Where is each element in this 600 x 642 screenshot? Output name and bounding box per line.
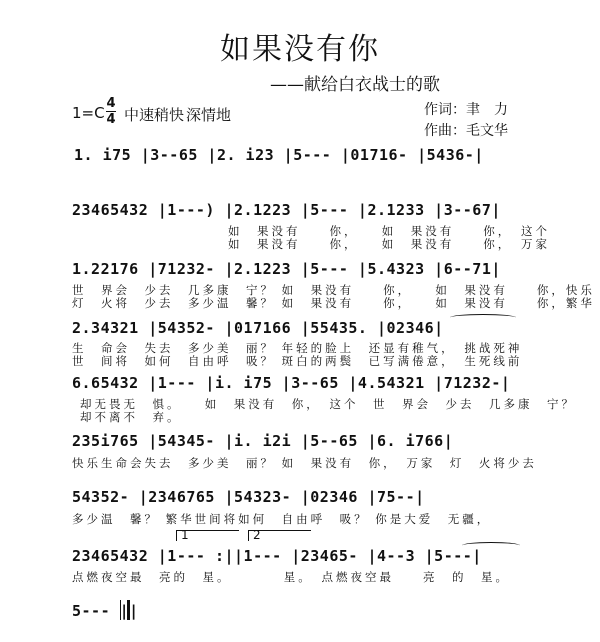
score-line-6: 235i765 |54345- |i. i2i |5--65 |6. i766| [72, 432, 454, 450]
score-line-5: 6.65432 |1--- |i. i75 |3--65 |4.54321 |71232-| [72, 374, 511, 392]
score-line-7: 54352- |2346765 |54323- |02346 |75--| [72, 488, 425, 506]
volta-number-2: 2 [253, 528, 261, 542]
volta-bracket-2 [248, 530, 311, 541]
lyric-line-2b: 如 果没有 你， 如 果没有 你， 万家 [228, 237, 550, 251]
mood-marking: 深情地 [186, 106, 232, 124]
slur-mark [450, 314, 516, 321]
score-line-3: 1.22176 |71232- |2.1223 |5--- |5.4323 |6--71| [72, 260, 501, 278]
time-signature-top: 4 [106, 96, 116, 111]
lyric-line-4a: 生 命会 失去 多少美 丽？ 年轻的脸上 还显有稚气， 挑战死神 [72, 341, 523, 355]
lyric-line-5a: 却无畏无 惧。 如 果没有 你， 这个 世 界会 少去 几多康 宁？ [80, 397, 576, 411]
lyric-line-6a: 快乐生命会失去 多少美 丽？ 如 果没有 你， 万家 灯 火将少去 [72, 456, 537, 470]
lyric-line-5b: 却不离不 弃。 [80, 410, 182, 424]
lyric-line-3b: 灯 火将 少去 多少温 馨？ 如 果没有 你， 如 果没有 你，繁华 [72, 296, 595, 310]
lyricist-credit: 作词：聿 力 [424, 102, 508, 118]
lyric-line-2a: 如 果没有 你， 如 果没有 你， 这个 [228, 224, 550, 238]
composer-credit: 作曲：毛文华 [424, 123, 508, 139]
score-line-2: 23465432 |1---) |2.1223 |5--- |2.1233 |3--67| [72, 201, 501, 219]
final-barline [120, 600, 130, 620]
score-line-4: 2.34321 |54352- |017166 |55435. |02346| [72, 319, 444, 337]
lyric-line-8a: 点燃夜空最 亮的 星。 星。 点燃夜空最 亮 的 星。 [72, 570, 510, 584]
tie-mark [462, 542, 520, 549]
lyric-line-4b: 世 间将 如何 自由呼 吸？ 斑白的两鬓 已写满倦意， 生死线前 [72, 354, 523, 368]
lyric-line-7a: 多少温 馨？ 繁华世间将如何 自由呼 吸？ 你是大爱 无疆， [72, 512, 492, 526]
score-line-8: 23465432 |1--- :||1--- |23465- |4--3 |5---| [72, 547, 482, 565]
volta-number-1: 1 [181, 528, 189, 542]
time-signature-bottom: 4 [106, 112, 116, 127]
song-subtitle: ——献给白衣战士的歌 [270, 75, 440, 95]
score-line-9: 5--- || [72, 602, 139, 620]
lyric-line-3a: 世 界会 少去 几多康 宁？ 如 果没有 你， 如 果没有 你，快乐 [72, 283, 595, 297]
tempo-marking: 中速稍快 [124, 106, 185, 124]
song-title: 如果没有你 [220, 32, 380, 67]
volta-bracket-1 [176, 530, 239, 541]
key-signature: 1=C [72, 104, 105, 122]
score-line-1: 1. i75 |3--65 |2. i23 |5--- |01716- |5436-| [74, 146, 484, 164]
